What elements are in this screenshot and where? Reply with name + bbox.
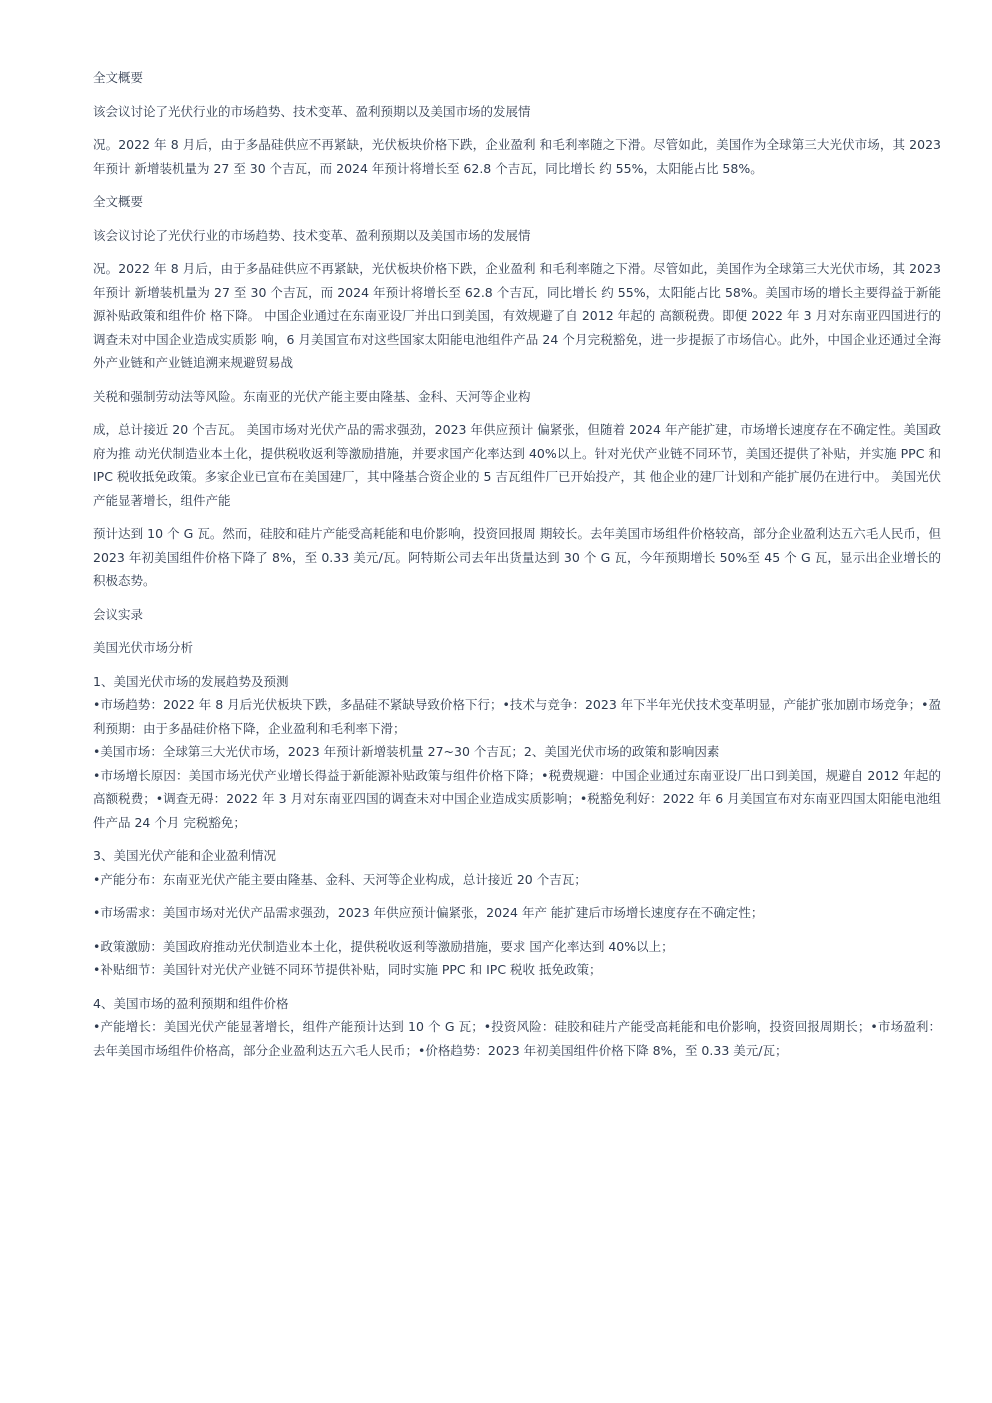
bullet-list-item: •补贴细节：美国针对光伏产业链不同环节提供补贴，同时实施 PPC 和 IPC 税收 抵免政策；: [93, 962, 602, 977]
summary-capacity-paragraph: 成，总计接近 20 个吉瓦。 美国市场对光伏产品的需求强劲，2023 年供应预计 偏紧张，但随着 2024 年产能扩建，市场增长速度存在不确定性。美国政府为推 动光伏制造业本土化，提供税收返利等激励措施，并要求国产化率达到 40%以上。针对光伏产业链不同环节，美国还提供了补贴，并实施 PPC 和 IPC 税收抵免政策。多家企业已宣布在美国建厂，其中隆基合资企业的 5 吉瓦组件厂已开始投产，其 他企业的建厂计划和产能扩展仍在进行中。 美国光伏产能显著增长，组件产能: [93, 422, 941, 508]
bullet-list-item: •市场需求：美国市场对光伏产品需求强劲，2023 年供应预计偏紧张，2024 年产 能扩建后市场增长速度存在不确定性；: [93, 905, 764, 920]
summary-intro-repeat: 该会议讨论了光伏行业的市场趋势、技术变革、盈利预期以及美国市场的发展情: [93, 227, 531, 243]
heading-1: 1、美国光伏市场的发展趋势及预测: [93, 673, 289, 689]
heading-4: 4、美国市场的盈利预期和组件价格: [93, 995, 289, 1011]
document-body: [93, 66, 941, 1062]
bullet-list-item: •美国市场：全球第三大光伏市场，2023 年预计新增装机量 27~30 个吉瓦；2、美国光伏市场的政策和影响因素: [93, 744, 720, 759]
summary-paragraph-full: 况。2022 年 8 月后，由于多晶硅供应不再紧缺，光伏板块价格下跌，企业盈利 和毛利率随之下滑。尽管如此，美国作为全球第三大光伏市场，其 2023 年预计 新增装机量为 27 至 30 个吉瓦，而 2024 年预计将增长至 62.8 个吉瓦，同比增长 约 55%，太阳能占比 58%。美国市场的增长主要得益于新能源补贴政策和组件价 格下降。 中国企业通过在东南亚设厂并出口到美国，有效规避了自 2012 年起的 高额税费。即便 2022 年 3 月对东南亚四国进行的调查未对中国企业造成实质影 响，6 月美国宣布对这些国家太阳能电池组件产品 24 个月完税豁免，进一步提振了市场信心。此外，中国企业还通过全海外产业链和产业链追溯来规避贸易战: [93, 261, 941, 370]
bullet-list-item: •市场增长原因：美国市场光伏产业增长得益于新能源补贴政策与组件价格下降；•税费规避：中国企业通过东南亚设厂出口到美国，规避自 2012 年起的高额税费；•调查无碍：2022 年 3 月对东南亚四国的调查未对中国企业造成实质影响；•税豁免利好：2022 年 6 月美国宣布对东南亚四国太阳能电池组件产品 24 个月 完税豁免；: [93, 767, 941, 830]
heading-3: 3、美国光伏产能和企业盈利情况: [93, 848, 276, 863]
summary-intro: 该会议讨论了光伏行业的市场趋势、技术变革、盈利预期以及美国市场的发展情: [93, 103, 531, 119]
bullet-list-item: •产能增长：美国光伏产能显著增长，组件产能预计达到 10 个 G 瓦；•投资风险：硅胶和硅片产能受高耗能和电价影响，投资回报周期长；•市场盈利：去年美国市场组件价格高，部分企业盈利达五六毛人民币；•价格趋势：2023 年初美国组件价格下降 8%，至 0.33 美元/瓦；: [93, 1019, 941, 1058]
bullet-list-item: •产能分布：东南亚光伏产能主要由隆基、金科、天河等企业构成，总计接近 20 个吉瓦；: [93, 871, 587, 887]
section-title-us-market: 美国光伏市场分析: [93, 640, 194, 655]
section-title-summary: 全文概要: [93, 70, 144, 85]
summary-paragraph: 况。2022 年 8 月后，由于多晶硅供应不再紧缺，光伏板块价格下跌，企业盈利 和毛利率随之下滑。尽管如此，美国作为全球第三大光伏市场，其 2023 年预计 新增装机量为 27 至 30 个吉瓦，而 2024 年预计将增长至 62.8 个吉瓦，同比增长 约 55%，太阳能占比 58%。: [93, 137, 941, 176]
summary-profit-paragraph: 预计达到 10 个 G 瓦。然而，硅胶和硅片产能受高耗能和电价影响，投资回报周 期较长。去年美国市场组件价格较高，部分企业盈利达五六毛人民币，但 2023 年初美国组件价格下降了 8%，至 0.33 美元/瓦。阿特斯公司去年出货量达到 30 个 G 瓦，今年预期增长 50%至 45 个 G 瓦，显示出企业增长的积极态势。: [93, 526, 941, 588]
section-title-summary-repeat: 全文概要: [93, 194, 144, 209]
summary-risk-line: 关税和强制劳动法等风险。东南亚的光伏产能主要由隆基、金科、天河等企业构: [93, 388, 531, 404]
bullet-list-item: •市场趋势：2022 年 8 月后光伏板块下跌，多晶硅不紧缺导致价格下行；•技术与竞争：2023 年下半年光伏技术变革明显，产能扩张加剧市场竞争；•盈利预期：由于多晶硅价格下降，企业盈利和毛利率下滑；: [93, 697, 941, 736]
section-title-transcript: 会议实录: [93, 606, 144, 622]
bullet-list-item: •政策激励：美国政府推动光伏制造业本土化，提供税收返利等激励措施，要求 国产化率达到 40%以上；: [93, 938, 674, 954]
